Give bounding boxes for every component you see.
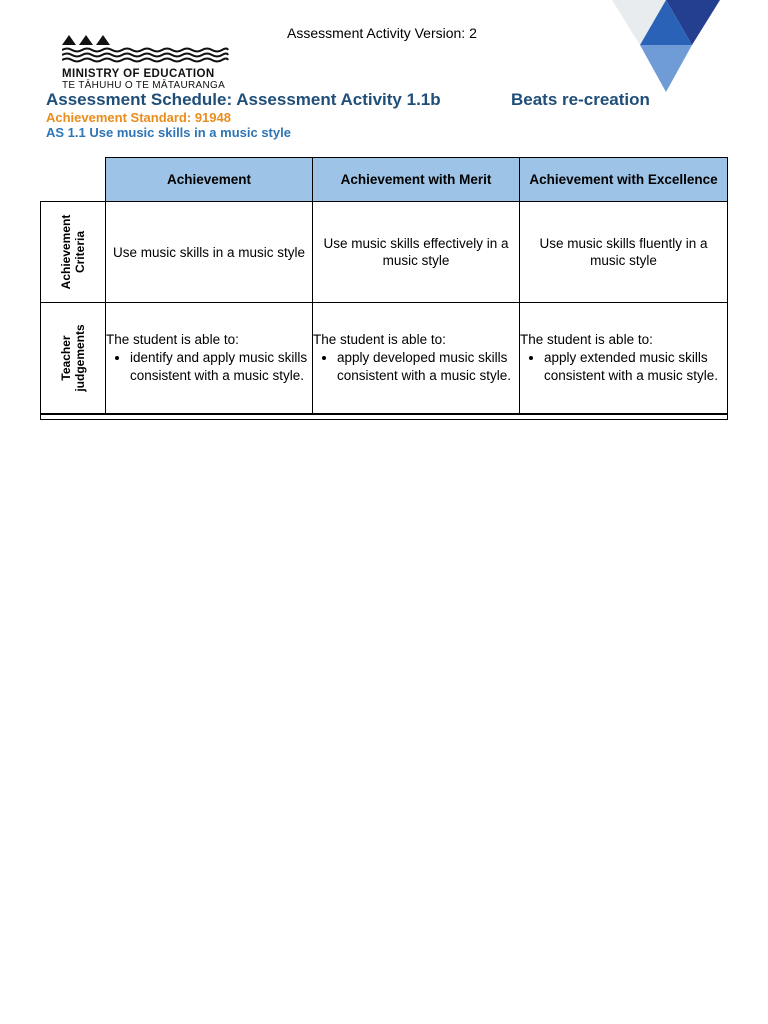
activity-name: Beats re-creation bbox=[511, 90, 650, 109]
corner-triangle-graphic bbox=[606, 0, 736, 95]
column-header-excellence: Achievement with Excellence bbox=[520, 158, 728, 202]
row-header-judgements bbox=[41, 303, 106, 415]
judgement-achievement bbox=[106, 303, 313, 415]
judgement-merit bbox=[313, 303, 520, 415]
judgement-intro: The student is able to: bbox=[520, 332, 653, 347]
version-label: Assessment Activity Version: 2 bbox=[287, 25, 477, 41]
column-header-merit: Achievement with Merit bbox=[313, 158, 520, 202]
criteria-achievement: Use music skills in a music style bbox=[106, 202, 313, 303]
schedule-title: Assessment Schedule: Assessment Activity 1.1b bbox=[46, 90, 441, 109]
achievement-standard: Achievement Standard: 91948 bbox=[46, 110, 231, 125]
judgement-bullet: • apply extended music skills consistent with a music style. bbox=[544, 349, 727, 385]
table-row bbox=[41, 303, 728, 415]
judgement-intro: The student is able to: bbox=[313, 332, 446, 347]
row-header-criteria bbox=[41, 202, 106, 303]
table-closing-row bbox=[41, 414, 728, 420]
row-label-criteria: Achievement Criteria bbox=[59, 214, 87, 290]
logo-maori-name: TE TĀHUHU O TE MĀTAURANGA bbox=[62, 80, 226, 91]
as-description: AS 1.1 Use music skills in a music style bbox=[46, 125, 291, 140]
logo-ministry-name: MINISTRY OF EDUCATION bbox=[62, 68, 215, 80]
criteria-excellence: Use music skills fluently in a music style bbox=[520, 202, 728, 303]
judgement-bullet: • identify and apply music skills consistent with a music style. bbox=[130, 349, 312, 385]
judgement-bullet: • apply developed music skills consistent with a music style. bbox=[337, 349, 519, 385]
judgement-intro: The student is able to: bbox=[106, 332, 239, 347]
table-row bbox=[41, 202, 728, 303]
criteria-merit: Use music skills effectively in a music style bbox=[313, 202, 520, 303]
table-closing-cell bbox=[41, 414, 728, 420]
corner-blank-cell bbox=[41, 158, 106, 202]
column-header-achievement: Achievement bbox=[106, 158, 313, 202]
row-label-judgements: Teacher judgements bbox=[59, 324, 87, 392]
table-header-row bbox=[41, 158, 728, 202]
assessment-schedule-table bbox=[40, 157, 728, 420]
judgement-excellence bbox=[520, 303, 728, 415]
